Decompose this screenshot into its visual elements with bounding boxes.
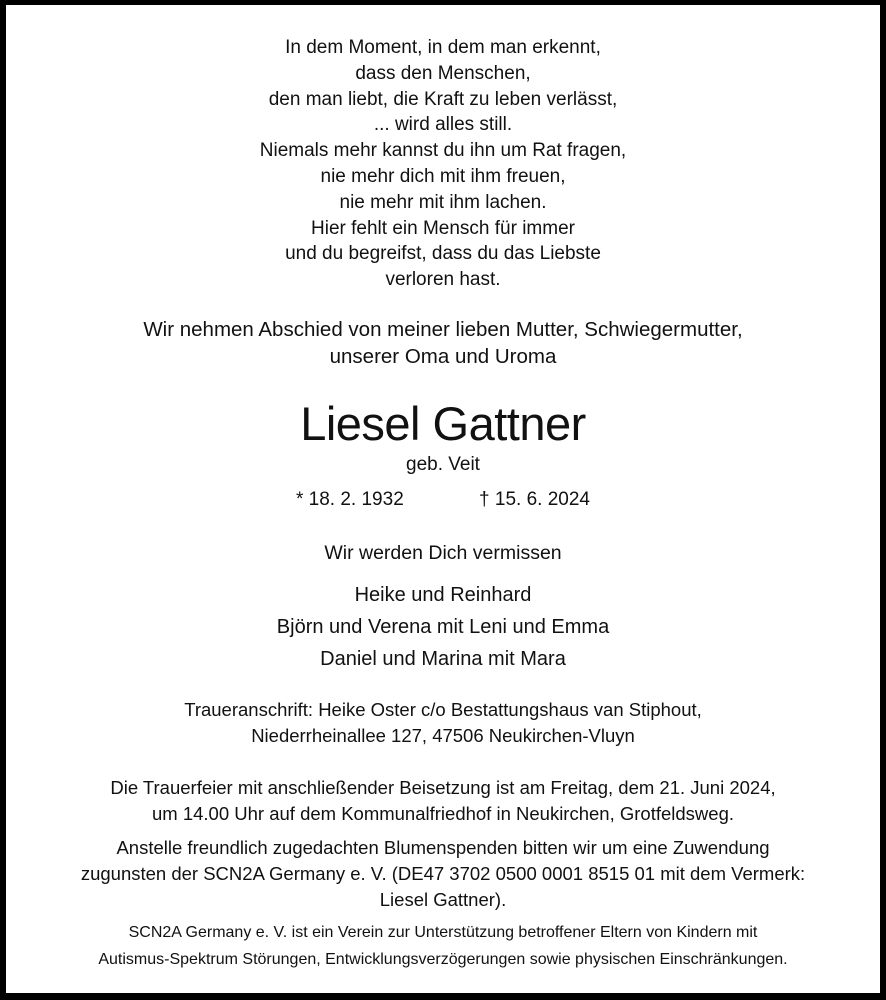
donation-line: Liesel Gattner).	[379, 889, 507, 910]
poem-line: Hier fehlt ein Mensch für immer	[311, 217, 575, 239]
ceremony-info	[6, 775, 880, 827]
family-list	[6, 579, 880, 675]
poem-line: In dem Moment, in dem man erkennt,	[285, 37, 601, 58]
obituary-notice	[6, 5, 880, 993]
charity-note	[6, 919, 880, 973]
farewell-intro	[6, 316, 880, 370]
address-line: Niederrheinallee 127, 47506 Neukirchen-Vluyn	[251, 725, 635, 746]
poem-line: verloren hast.	[385, 269, 501, 291]
birth-date: * 18. 2. 1932	[296, 489, 404, 510]
mourning-address	[6, 697, 880, 749]
poem-line: ... wird alles still.	[373, 114, 513, 136]
donation-line: zugunsten der SCN2A Germany e. V. (DE47 3702 0500 0001 8515 01 mit dem Vermerk:	[80, 863, 806, 884]
poem	[6, 35, 880, 293]
life-dates	[6, 489, 880, 511]
poem-line: nie mehr dich mit ihm freuen,	[320, 165, 566, 187]
family-member: Heike und Reinhard	[354, 584, 532, 606]
family-member: Daniel und Marina mit Mara	[320, 648, 566, 670]
intro-line: unserer Oma und Uroma	[329, 345, 557, 368]
miss-line: Wir werden Dich vermissen	[324, 542, 562, 564]
poem-line: dass den Menschen,	[355, 62, 531, 84]
poem-line: Niemals mehr kannst du ihn um Rat fragen,	[259, 140, 627, 162]
deceased-name: Liesel Gattner	[300, 397, 586, 450]
charity-line: SCN2A Germany e. V. ist ein Verein zur Unterstützung betroffener Eltern von Kindern mit	[128, 924, 758, 941]
maiden-name: geb. Veit	[406, 454, 480, 475]
donation-info	[6, 835, 880, 913]
poem-line: den man liebt, die Kraft zu leben verlässt,	[268, 88, 618, 110]
poem-line: nie mehr mit ihm lachen.	[339, 191, 547, 213]
ceremony-line: Die Trauerfeier mit anschließender Beisetzung ist am Freitag, dem 21. Juni 2024,	[110, 777, 776, 798]
address-line: Traueranschrift: Heike Oster c/o Bestattungshaus van Stiphout,	[184, 699, 702, 720]
poem-line: und du begreifst, dass du das Liebste	[285, 243, 601, 265]
death-date: † 15. 6. 2024	[479, 489, 590, 510]
charity-line: Autismus-Spektrum Störungen, Entwicklungsverzögerungen sowie physischen Einschränkungen.	[98, 951, 788, 968]
family-member: Björn und Verena mit Leni und Emma	[276, 616, 610, 638]
donation-line: Anstelle freundlich zugedachten Blumenspenden bitten wir um eine Zuwendung	[116, 837, 770, 858]
ceremony-line: um 14.00 Uhr auf dem Kommunalfriedhof in Neukirchen, Grotfeldsweg.	[151, 803, 734, 824]
intro-line: Wir nehmen Abschied von meiner lieben Mutter, Schwiegermutter,	[143, 318, 743, 341]
